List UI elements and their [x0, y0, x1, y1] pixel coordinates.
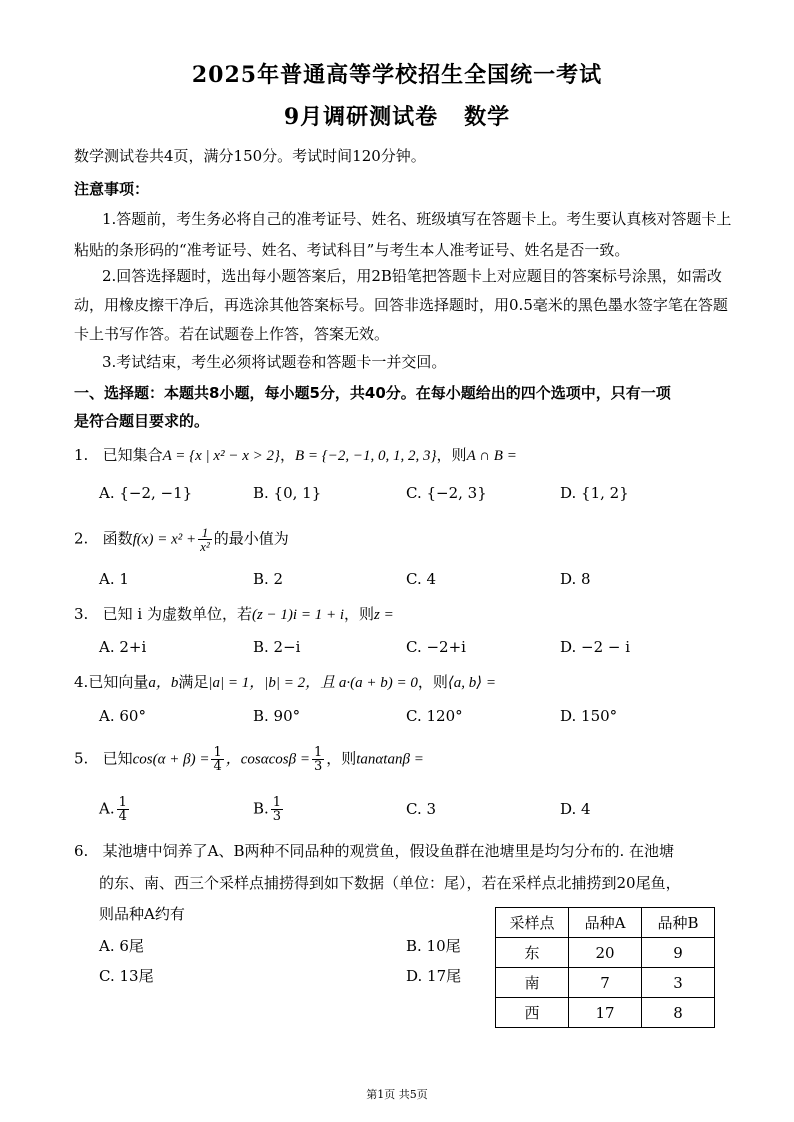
q4-stem-post: ，则	[417, 673, 448, 691]
table-cell: 8	[642, 998, 715, 1028]
q6-number: 6.	[74, 842, 89, 860]
exam-title: 2025年普通高等学校招生全国统一考试	[191, 62, 603, 88]
q5-frac1-num: 1	[213, 745, 222, 760]
q2-number: 2.	[74, 529, 89, 548]
q5-option-a[interactable]	[99, 796, 131, 823]
q2-stem-pre: 函数	[102, 529, 133, 548]
q5-option-b-fraction	[271, 796, 283, 823]
q2-frac-den: x²	[200, 539, 210, 554]
subtitle-subject: 数学	[464, 104, 511, 130]
exam-subtitle	[0, 100, 794, 131]
note-2-line-3: 卡上书写作答。若在试题卷上作答，答案无效。	[74, 325, 390, 343]
q2-option-c[interactable]: C. 4	[406, 570, 437, 588]
section-1-line-1: 一、选择题：本题共8小题，每小题5分，共40分。在每小题给出的四个选项中，只有一项	[74, 384, 671, 402]
q5-fraction-2	[312, 746, 324, 773]
q6-option-a[interactable]: A. 6尾	[99, 937, 144, 955]
q6-option-d[interactable]: D. 17尾	[406, 967, 462, 985]
q5-option-a-num: 1	[118, 795, 127, 810]
table-row	[496, 998, 715, 1028]
q4-option-d[interactable]: D. 150°	[560, 707, 618, 725]
q2-option-a[interactable]: A. 1	[99, 570, 129, 588]
q5-option-b-num: 1	[272, 795, 282, 810]
q5-frac2-num: 1	[313, 745, 323, 760]
q2-fraction	[198, 526, 212, 553]
q2-func: f(x) = x² +	[132, 531, 197, 548]
q4-stem-mid: 满足	[178, 673, 209, 691]
q4-stem-pre: 已知向量	[88, 673, 149, 691]
table-header-cell: 品种B	[642, 908, 715, 938]
q5-option-b-label: B.	[253, 799, 269, 818]
q4-expr: ⟨a, b⟩ =	[447, 675, 496, 691]
table-cell: 20	[569, 938, 642, 968]
note-1-line-2: 粘贴的条形码的“准考证号、姓名、考试科目”与考生本人准考证号、姓名是否一致。	[74, 241, 630, 259]
note-2-line-2: 动，用橡皮擦干净后，再选涂其他答案标号。回答非选择题时，用0.5毫米的黑色墨水签字笔在答题	[74, 296, 728, 314]
table-cell: 西	[496, 998, 569, 1028]
table-cell: 3	[642, 968, 715, 998]
q1-option-b[interactable]: B. {0, 1}	[253, 484, 322, 502]
q4-number: 4.	[74, 673, 89, 691]
q1-option-a[interactable]: A. {−2, −1}	[99, 484, 193, 502]
question-3	[74, 604, 394, 625]
q1-option-c[interactable]: C. {−2, 3}	[406, 484, 487, 502]
q4-condition: |a| = 1，|b| = 2，且 a·(a + b) = 0	[208, 675, 418, 691]
q6-option-b[interactable]: B. 10尾	[406, 937, 461, 955]
table-cell: 17	[569, 998, 642, 1028]
q2-stem-post: 的最小值为	[213, 529, 289, 548]
question-6-line-2: 的东、南、西三个采样点捕捞得到如下数据（单位：尾），若在采样点北捕捞到20尾鱼，	[99, 874, 681, 892]
page-footer: 第1页 共5页	[366, 1088, 428, 1101]
q3-equation: (z − 1)i = 1 + i	[251, 607, 344, 623]
q1-set-a: A = {x | x² − x > 2}	[162, 448, 280, 464]
sampling-data-table	[495, 907, 715, 1028]
q2-option-d[interactable]: D. 8	[560, 570, 591, 588]
table-row	[496, 968, 715, 998]
note-2-line-1: 2.回答选择题时，选出每小题答案后，用2B铅笔把答题卡上对应题目的答案标号涂黑，如需改	[102, 267, 722, 285]
table-cell: 东	[496, 938, 569, 968]
table-header-cell: 采样点	[496, 908, 569, 938]
q2-frac-num: 1	[198, 526, 212, 540]
note-3: 3.考试结束，考生必须将试题卷和答题卡一并交回。	[102, 353, 447, 371]
q3-stem-post: ，则	[344, 605, 375, 623]
q5-frac1-den: 4	[213, 759, 222, 774]
q4-vectors: a，b	[148, 675, 179, 691]
q5-option-d[interactable]: D. 4	[560, 800, 591, 818]
q1-expr: A ∩ B =	[466, 448, 517, 464]
question-6-line-1	[74, 841, 674, 861]
q4-option-c[interactable]: C. 120°	[406, 707, 463, 725]
q5-frac2-den: 3	[313, 759, 323, 774]
table-cell: 9	[642, 938, 715, 968]
q5-stem-pre: 已知	[102, 749, 133, 768]
subtitle-test-name: 9月调研测试卷	[283, 104, 439, 130]
q5-option-a-den: 4	[118, 809, 127, 824]
q1-number: 1.	[74, 446, 89, 464]
q5-option-a-label: A.	[99, 799, 115, 818]
q3-number: 3.	[74, 605, 89, 623]
q5-cos-prod: ，cosαcosβ =	[225, 751, 310, 768]
q6-option-c[interactable]: C. 13尾	[99, 967, 154, 985]
q5-option-b[interactable]	[253, 796, 285, 823]
table-cell: 7	[569, 968, 642, 998]
question-6-line-3: 则品种A约有	[99, 905, 185, 923]
intro-text: 数学测试卷共4页，满分150分。考试时间120分钟。	[74, 147, 426, 165]
q1-stem-post: ，则	[436, 446, 467, 464]
q4-option-a[interactable]: A. 60°	[99, 707, 146, 725]
notes-heading: 注意事项：	[74, 180, 150, 198]
q5-option-c[interactable]: C. 3	[406, 800, 437, 818]
q5-fraction-1	[211, 746, 223, 773]
table-header-cell: 品种A	[569, 908, 642, 938]
q3-option-a[interactable]: A. 2+i	[99, 638, 147, 656]
q5-expr: tanαtanβ =	[356, 751, 424, 768]
question-2	[74, 526, 289, 553]
question-4	[74, 672, 496, 693]
question-1: 1. 已知集合A = {x | x² − x > 2}，B = {−2, −1, 0, 1, 2, 3}，则A ∩ B =	[74, 446, 517, 464]
q3-option-c[interactable]: C. −2+i	[406, 638, 466, 656]
q5-stem-post: ，则	[326, 749, 357, 768]
q5-number: 5.	[74, 749, 89, 768]
q5-option-a-fraction	[117, 796, 129, 823]
q1-set-b: B = {−2, −1, 0, 1, 2, 3}	[295, 448, 437, 464]
q4-option-b[interactable]: B. 90°	[253, 707, 301, 725]
table-row	[496, 938, 715, 968]
table-header-row	[496, 908, 715, 938]
q3-option-d[interactable]: D. −2 − i	[560, 638, 631, 656]
section-1-line-2: 是符合题目要求的。	[74, 412, 210, 430]
q5-option-b-den: 3	[272, 809, 282, 824]
q3-expr: z =	[374, 607, 394, 623]
q5-cos-sum: cos(α + β) =	[132, 751, 210, 768]
q6-line-1-text: 某池塘中饲养了A、B两种不同品种的观赏鱼，假设鱼群在池塘里是均匀分布的. 在池塘	[102, 842, 675, 860]
q1-stem-pre: 已知集合	[102, 446, 163, 464]
note-1-line-1: 1.答题前，考生务必将自己的准考证号、姓名、班级填写在答题卡上。考生要认真核对答题卡上	[102, 210, 732, 228]
question-5	[74, 746, 424, 773]
q2-option-b[interactable]: B. 2	[253, 570, 284, 588]
q1-option-d[interactable]: D. {1, 2}	[560, 484, 629, 502]
q3-stem-pre: 已知 i 为虚数单位，若	[102, 605, 252, 623]
table-cell: 南	[496, 968, 569, 998]
q3-option-b[interactable]: B. 2−i	[253, 638, 301, 656]
